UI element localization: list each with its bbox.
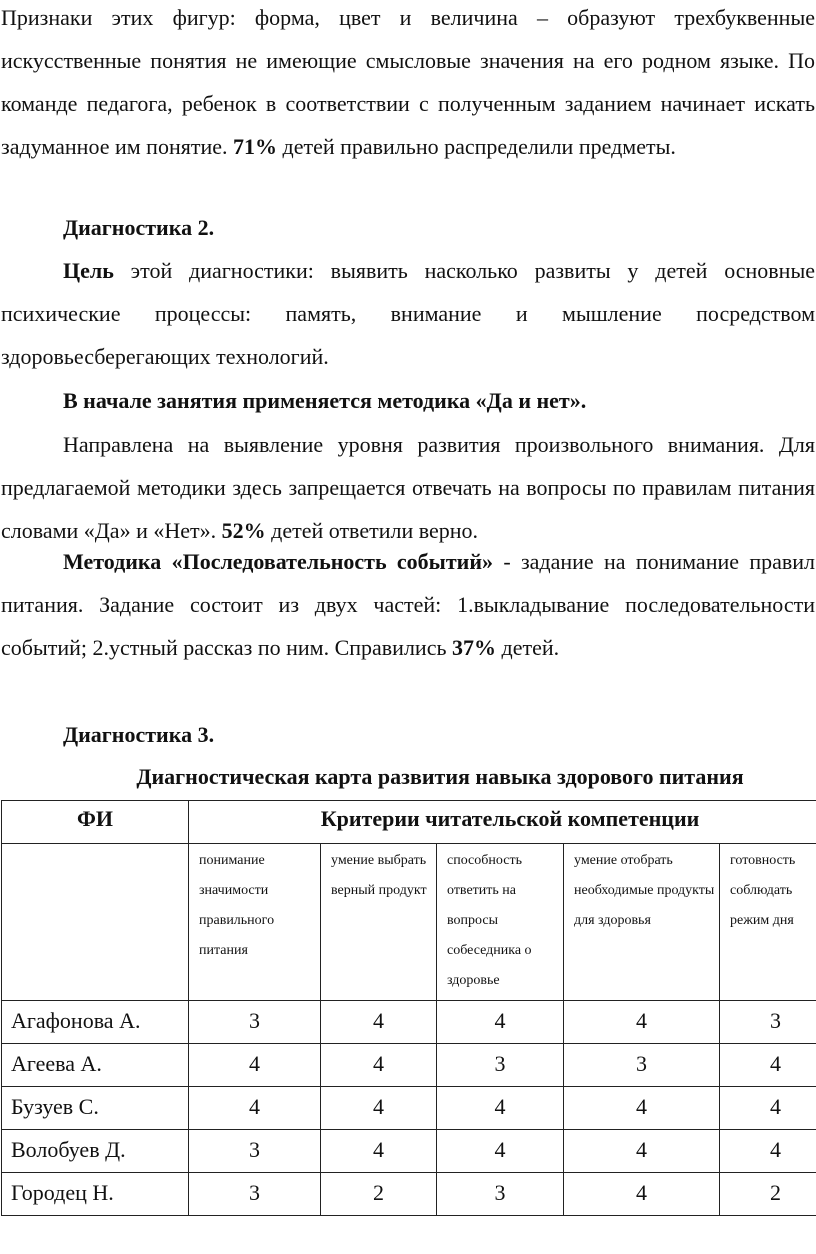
column-header-fi: ФИ bbox=[2, 801, 189, 844]
score-cell: 3 bbox=[437, 1044, 564, 1087]
score-cell: 3 bbox=[720, 1001, 816, 1044]
score-cell: 4 bbox=[564, 1087, 720, 1130]
goal-label: Цель bbox=[63, 258, 114, 283]
student-name: Волобуев Д. bbox=[2, 1130, 189, 1173]
paragraph-text: Направлена на выявление уровня развития произвольного внимания. Для предлагаемой методики здесь запрещается отвечать на вопросы по правилам питания словами «Да» и «Нет». bbox=[1, 432, 815, 543]
student-name: Агеева А. bbox=[2, 1044, 189, 1087]
score-cell: 3 bbox=[437, 1173, 564, 1216]
score-cell: 2 bbox=[720, 1173, 816, 1216]
score-cell: 3 bbox=[189, 1173, 321, 1216]
paragraph-sequence-method bbox=[1, 540, 815, 669]
student-name: Бузуев С. bbox=[2, 1087, 189, 1130]
criteria-row bbox=[2, 844, 816, 1001]
paragraph-text: детей. bbox=[496, 635, 560, 660]
score-cell: 4 bbox=[720, 1044, 816, 1087]
percent-37: 37% bbox=[452, 635, 496, 660]
score-cell: 4 bbox=[321, 1001, 437, 1044]
score-cell: 4 bbox=[189, 1044, 321, 1087]
student-name: Городец Н. bbox=[2, 1173, 189, 1216]
table-row bbox=[2, 1044, 816, 1087]
paragraph-text: этой диагностики: выявить насколько развиты у детей основные психические процессы: память, внимание и мышление посредством здоровьесберегающих технологий. bbox=[1, 258, 815, 369]
diagnostic-table bbox=[1, 800, 816, 1216]
score-cell: 2 bbox=[321, 1173, 437, 1216]
score-cell: 4 bbox=[720, 1087, 816, 1130]
criterion-cell: умение выбрать верный продукт bbox=[321, 844, 437, 1001]
score-cell: 3 bbox=[189, 1130, 321, 1173]
sequence-method-label: Методика «Последовательность событий» bbox=[63, 549, 494, 574]
heading-diagnostics-2: Диагностика 2. bbox=[63, 215, 215, 240]
table-row bbox=[2, 1087, 816, 1130]
heading-method-yes-no: В начале занятия применяется методика «Да и нет». bbox=[63, 388, 587, 413]
percent-71: 71% bbox=[233, 134, 277, 159]
score-cell: 4 bbox=[564, 1130, 720, 1173]
criterion-cell: готовность соблюдать режим дня bbox=[720, 844, 816, 1001]
empty-cell bbox=[2, 844, 189, 1001]
paragraph-text: Признаки этих фигур: форма, цвет и величина – образуют трехбуквенные искусственные понятия не имеющие смысловые значения на его родном языке. По команде педагога, ребенок в соответствии с полученным заданием начинает искать задуманное им понятие. bbox=[1, 5, 815, 159]
score-cell: 3 bbox=[189, 1001, 321, 1044]
student-name: Агафонова А. bbox=[2, 1001, 189, 1044]
table-row bbox=[2, 1001, 816, 1044]
column-header-criteria: Критерии читательской компетенции bbox=[189, 801, 816, 844]
table-row bbox=[2, 1173, 816, 1216]
score-cell: 4 bbox=[321, 1087, 437, 1130]
paragraph-figures bbox=[1, 0, 815, 168]
paragraph-text: - задание на понимание правил питания. Задание состоит из двух частей: 1.выкладывание последовательности событий; 2.устный рассказ по ним. Справились bbox=[1, 549, 816, 660]
percent-52: 52% bbox=[221, 518, 266, 543]
table-header-row bbox=[2, 801, 816, 844]
score-cell: 4 bbox=[437, 1130, 564, 1173]
paragraph-goal bbox=[1, 249, 815, 378]
paragraph-text: детей ответили верно. bbox=[265, 518, 479, 543]
score-cell: 4 bbox=[564, 1173, 720, 1216]
score-cell: 3 bbox=[564, 1044, 720, 1087]
criterion-cell: способность ответить на вопросы собеседника о здоровье bbox=[437, 844, 564, 1001]
score-cell: 4 bbox=[437, 1001, 564, 1044]
paragraph-method-yes-no bbox=[1, 423, 815, 552]
score-cell: 4 bbox=[189, 1087, 321, 1130]
score-cell: 4 bbox=[720, 1130, 816, 1173]
criterion-cell: умение отобрать необходимые продукты для здоровья bbox=[564, 844, 720, 1001]
score-cell: 4 bbox=[321, 1044, 437, 1087]
paragraph-text: детей правильно распределили предметы. bbox=[277, 134, 676, 159]
score-cell: 4 bbox=[437, 1087, 564, 1130]
table-row bbox=[2, 1130, 816, 1173]
table-title: Диагностическая карта развития навыка здорового питания bbox=[136, 764, 744, 789]
criterion-cell: понимание значимости правильного питания bbox=[189, 844, 321, 1001]
score-cell: 4 bbox=[321, 1130, 437, 1173]
score-cell: 4 bbox=[564, 1001, 720, 1044]
heading-diagnostics-3: Диагностика 3. bbox=[63, 722, 215, 747]
